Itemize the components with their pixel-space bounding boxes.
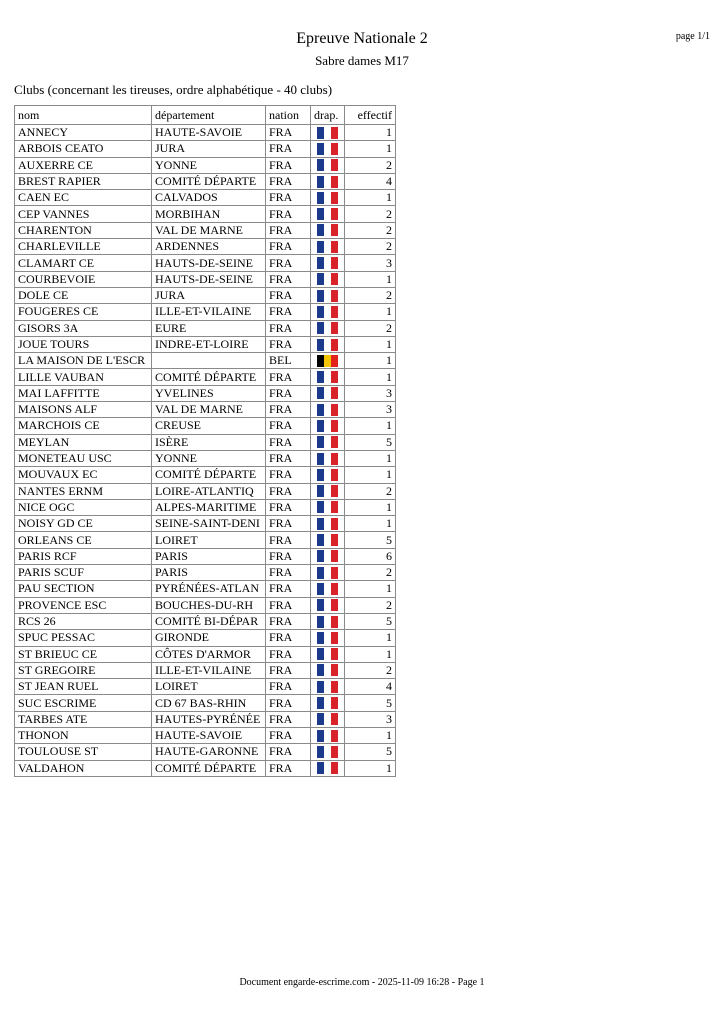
club-name-cell: LILLE VAUBAN: [15, 369, 152, 385]
effectif-cell: 2: [345, 662, 396, 678]
nation-cell: FRA: [266, 532, 311, 548]
club-name-cell: CAEN EC: [15, 190, 152, 206]
nation-cell: FRA: [266, 434, 311, 450]
table-row: [15, 646, 396, 662]
nation-cell: FRA: [266, 548, 311, 564]
nation-cell: FRA: [266, 402, 311, 418]
effectif-cell: 1: [345, 760, 396, 776]
table-row: [15, 369, 396, 385]
club-name-cell: VALDAHON: [15, 760, 152, 776]
flag-cell: [311, 532, 345, 548]
effectif-cell: 1: [345, 418, 396, 434]
department-cell: YONNE: [152, 157, 266, 173]
flag-cell: [311, 190, 345, 206]
table-row: [15, 662, 396, 678]
department-cell: PARIS: [152, 548, 266, 564]
document-subtitle: Sabre dames M17: [315, 53, 409, 68]
club-name-cell: DOLE CE: [15, 287, 152, 303]
nation-cell: FRA: [266, 304, 311, 320]
flag-icon: [317, 518, 338, 530]
flag-cell: [311, 548, 345, 564]
department-cell: HAUTS-DE-SEINE: [152, 255, 266, 271]
table-row: [15, 532, 396, 548]
flag-icon: [317, 485, 338, 497]
column-header-nom: nom: [15, 106, 152, 125]
effectif-cell: 1: [345, 516, 396, 532]
flag-icon: [317, 453, 338, 465]
flag-cell: [311, 483, 345, 499]
club-name-cell: CEP VANNES: [15, 206, 152, 222]
club-name-cell: ORLEANS CE: [15, 532, 152, 548]
table-row: [15, 434, 396, 450]
club-name-cell: RCS 26: [15, 613, 152, 629]
flag-cell: [311, 630, 345, 646]
table-row: [15, 516, 396, 532]
flag-icon: [317, 159, 338, 171]
club-name-cell: GISORS 3A: [15, 320, 152, 336]
table-caption: Clubs (concernant les tireuses, ordre alphabétique - 40 clubs): [14, 82, 333, 97]
flag-cell: [311, 695, 345, 711]
flag-cell: [311, 239, 345, 255]
club-name-cell: COURBEVOIE: [15, 271, 152, 287]
effectif-cell: 1: [345, 369, 396, 385]
club-name-cell: TOULOUSE ST: [15, 744, 152, 760]
effectif-cell: 2: [345, 239, 396, 255]
flag-icon: [317, 420, 338, 432]
nation-cell: FRA: [266, 565, 311, 581]
effectif-cell: 4: [345, 173, 396, 189]
table-row: [15, 711, 396, 727]
club-name-cell: MONETEAU USC: [15, 450, 152, 466]
table-row: [15, 499, 396, 515]
effectif-cell: 5: [345, 695, 396, 711]
nation-cell: FRA: [266, 483, 311, 499]
club-name-cell: MAISONS ALF: [15, 402, 152, 418]
flag-cell: [311, 450, 345, 466]
nation-cell: FRA: [266, 320, 311, 336]
flag-cell: [311, 418, 345, 434]
flag-icon: [317, 762, 338, 774]
department-cell: JURA: [152, 141, 266, 157]
table-row: [15, 760, 396, 776]
club-name-cell: NOISY GD CE: [15, 516, 152, 532]
club-name-cell: SUC ESCRIME: [15, 695, 152, 711]
nation-cell: FRA: [266, 711, 311, 727]
department-cell: CÔTES D'ARMOR: [152, 646, 266, 662]
effectif-cell: 2: [345, 483, 396, 499]
effectif-cell: 5: [345, 613, 396, 629]
flag-cell: [311, 353, 345, 369]
club-name-cell: LA MAISON DE L'ESCR: [15, 353, 152, 369]
flag-cell: [311, 271, 345, 287]
effectif-cell: 4: [345, 679, 396, 695]
document-title: Epreuve Nationale 2: [296, 30, 428, 47]
nation-cell: FRA: [266, 141, 311, 157]
department-cell: YVELINES: [152, 385, 266, 401]
effectif-cell: 1: [345, 499, 396, 515]
club-name-cell: TARBES ATE: [15, 711, 152, 727]
nation-cell: FRA: [266, 679, 311, 695]
table-row: [15, 336, 396, 352]
flag-icon: [317, 306, 338, 318]
club-name-cell: ANNECY: [15, 125, 152, 141]
table-row: [15, 287, 396, 303]
table-row: [15, 548, 396, 564]
flag-icon: [317, 697, 338, 709]
club-name-cell: THONON: [15, 727, 152, 743]
flag-cell: [311, 467, 345, 483]
department-cell: ILLE-ET-VILAINE: [152, 662, 266, 678]
flag-cell: [311, 287, 345, 303]
table-row: [15, 206, 396, 222]
department-cell: JURA: [152, 287, 266, 303]
department-cell: LOIRET: [152, 532, 266, 548]
department-cell: COMITÉ DÉPARTE: [152, 369, 266, 385]
flag-icon: [317, 681, 338, 693]
department-cell: YONNE: [152, 450, 266, 466]
club-name-cell: ARBOIS CEATO: [15, 141, 152, 157]
effectif-cell: 1: [345, 141, 396, 157]
club-name-cell: PAU SECTION: [15, 581, 152, 597]
nation-cell: FRA: [266, 727, 311, 743]
table-row: [15, 255, 396, 271]
table-row: [15, 450, 396, 466]
flag-cell: [311, 565, 345, 581]
effectif-cell: 2: [345, 157, 396, 173]
department-cell: ARDENNES: [152, 239, 266, 255]
club-name-cell: ST GREGOIRE: [15, 662, 152, 678]
table-row: [15, 173, 396, 189]
effectif-cell: 3: [345, 711, 396, 727]
table-row: [15, 727, 396, 743]
department-cell: COMITÉ DÉPARTE: [152, 467, 266, 483]
club-name-cell: ST BRIEUC CE: [15, 646, 152, 662]
flag-cell: [311, 499, 345, 515]
effectif-cell: 5: [345, 434, 396, 450]
nation-cell: FRA: [266, 695, 311, 711]
effectif-cell: 1: [345, 304, 396, 320]
effectif-cell: 1: [345, 646, 396, 662]
nation-cell: FRA: [266, 613, 311, 629]
nation-cell: FRA: [266, 255, 311, 271]
table-row: [15, 157, 396, 173]
flag-icon: [317, 567, 338, 579]
table-row: [15, 190, 396, 206]
flag-cell: [311, 369, 345, 385]
nation-cell: FRA: [266, 239, 311, 255]
table-row: [15, 402, 396, 418]
effectif-cell: 6: [345, 548, 396, 564]
department-cell: VAL DE MARNE: [152, 222, 266, 238]
nation-cell: FRA: [266, 760, 311, 776]
table-row: [15, 581, 396, 597]
nation-cell: FRA: [266, 450, 311, 466]
flag-icon: [317, 664, 338, 676]
effectif-cell: 2: [345, 597, 396, 613]
nation-cell: FRA: [266, 173, 311, 189]
table-row: [15, 271, 396, 287]
club-name-cell: CHARLEVILLE: [15, 239, 152, 255]
department-cell: ALPES-MARITIME: [152, 499, 266, 515]
effectif-cell: 1: [345, 467, 396, 483]
effectif-cell: 3: [345, 385, 396, 401]
table-row: [15, 125, 396, 141]
department-cell: COMITÉ DÉPARTE: [152, 173, 266, 189]
effectif-cell: 2: [345, 565, 396, 581]
flag-cell: [311, 157, 345, 173]
flag-cell: [311, 125, 345, 141]
nation-cell: FRA: [266, 222, 311, 238]
flag-icon: [317, 648, 338, 660]
nation-cell: FRA: [266, 662, 311, 678]
column-header-departement: département: [152, 106, 266, 125]
department-cell: PARIS: [152, 565, 266, 581]
club-name-cell: FOUGERES CE: [15, 304, 152, 320]
flag-icon: [317, 127, 338, 139]
flag-icon: [317, 143, 338, 155]
effectif-cell: 1: [345, 727, 396, 743]
column-header-effectif: effectif: [345, 106, 396, 125]
department-cell: HAUTES-PYRÉNÉE: [152, 711, 266, 727]
department-cell: HAUTS-DE-SEINE: [152, 271, 266, 287]
department-cell: HAUTE-SAVOIE: [152, 125, 266, 141]
table-header-row: [15, 106, 396, 125]
effectif-cell: 1: [345, 630, 396, 646]
club-name-cell: SPUC PESSAC: [15, 630, 152, 646]
flag-cell: [311, 760, 345, 776]
table-row: [15, 141, 396, 157]
department-cell: ILLE-ET-VILAINE: [152, 304, 266, 320]
flag-cell: [311, 173, 345, 189]
table-row: [15, 483, 396, 499]
nation-cell: FRA: [266, 597, 311, 613]
effectif-cell: 3: [345, 255, 396, 271]
flag-icon: [317, 550, 338, 562]
effectif-cell: 2: [345, 320, 396, 336]
club-name-cell: NANTES ERNM: [15, 483, 152, 499]
page-number: page 1/1: [675, 31, 710, 42]
flag-icon: [317, 339, 338, 351]
nation-cell: FRA: [266, 646, 311, 662]
flag-icon: [317, 371, 338, 383]
flag-icon: [317, 241, 338, 253]
flag-icon: [317, 583, 338, 595]
flag-icon: [317, 257, 338, 269]
department-cell: MORBIHAN: [152, 206, 266, 222]
flag-cell: [311, 613, 345, 629]
flag-cell: [311, 711, 345, 727]
flag-icon: [317, 224, 338, 236]
flag-cell: [311, 679, 345, 695]
club-name-cell: PARIS RCF: [15, 548, 152, 564]
clubs-table: [14, 105, 396, 777]
effectif-cell: 1: [345, 353, 396, 369]
flag-cell: [311, 222, 345, 238]
flag-cell: [311, 320, 345, 336]
department-cell: HAUTE-GARONNE: [152, 744, 266, 760]
table-row: [15, 418, 396, 434]
department-cell: INDRE-ET-LOIRE: [152, 336, 266, 352]
club-name-cell: MARCHOIS CE: [15, 418, 152, 434]
nation-cell: FRA: [266, 157, 311, 173]
nation-cell: FRA: [266, 467, 311, 483]
effectif-cell: 3: [345, 402, 396, 418]
column-header-nation: nation: [266, 106, 311, 125]
table-row: [15, 613, 396, 629]
table-body: [15, 125, 396, 777]
nation-cell: FRA: [266, 516, 311, 532]
flag-icon: [317, 534, 338, 546]
effectif-cell: 5: [345, 744, 396, 760]
flag-icon: [317, 469, 338, 481]
club-name-cell: ST JEAN RUEL: [15, 679, 152, 695]
club-name-cell: MAI LAFFITTE: [15, 385, 152, 401]
flag-cell: [311, 255, 345, 271]
effectif-cell: 1: [345, 190, 396, 206]
club-name-cell: CLAMART CE: [15, 255, 152, 271]
department-cell: COMITÉ BI-DÉPAR: [152, 613, 266, 629]
nation-cell: FRA: [266, 271, 311, 287]
flag-cell: [311, 581, 345, 597]
effectif-cell: 1: [345, 271, 396, 287]
flag-icon: [317, 599, 338, 611]
nation-cell: FRA: [266, 336, 311, 352]
flag-icon: [317, 713, 338, 725]
department-cell: EURE: [152, 320, 266, 336]
department-cell: HAUTE-SAVOIE: [152, 727, 266, 743]
flag-cell: [311, 336, 345, 352]
flag-cell: [311, 597, 345, 613]
nation-cell: FRA: [266, 581, 311, 597]
department-cell: GIRONDE: [152, 630, 266, 646]
flag-icon: [317, 616, 338, 628]
club-name-cell: JOUE TOURS: [15, 336, 152, 352]
flag-icon: [317, 176, 338, 188]
flag-icon: [317, 632, 338, 644]
club-name-cell: AUXERRE CE: [15, 157, 152, 173]
nation-cell: FRA: [266, 744, 311, 760]
flag-icon: [317, 730, 338, 742]
table-row: [15, 744, 396, 760]
flag-icon: [317, 273, 338, 285]
flag-cell: [311, 141, 345, 157]
flag-icon: [317, 501, 338, 513]
effectif-cell: 2: [345, 287, 396, 303]
flag-cell: [311, 385, 345, 401]
club-name-cell: MOUVAUX EC: [15, 467, 152, 483]
nation-cell: FRA: [266, 125, 311, 141]
table-row: [15, 695, 396, 711]
nation-cell: FRA: [266, 190, 311, 206]
table-row: [15, 565, 396, 581]
flag-icon: [317, 436, 338, 448]
effectif-cell: 2: [345, 206, 396, 222]
flag-icon: [317, 192, 338, 204]
flag-cell: [311, 206, 345, 222]
department-cell: ISÈRE: [152, 434, 266, 450]
table-row: [15, 385, 396, 401]
table-row: [15, 239, 396, 255]
nation-cell: FRA: [266, 499, 311, 515]
flag-icon: [317, 404, 338, 416]
flag-cell: [311, 744, 345, 760]
department-cell: LOIRET: [152, 679, 266, 695]
table-row: [15, 467, 396, 483]
table-row: [15, 630, 396, 646]
club-name-cell: CHARENTON: [15, 222, 152, 238]
table-row: [15, 353, 396, 369]
department-cell: PYRÉNÉES-ATLAN: [152, 581, 266, 597]
table-row: [15, 679, 396, 695]
effectif-cell: 1: [345, 450, 396, 466]
flag-cell: [311, 662, 345, 678]
club-name-cell: MEYLAN: [15, 434, 152, 450]
department-cell: CALVADOS: [152, 190, 266, 206]
flag-icon: [317, 290, 338, 302]
nation-cell: FRA: [266, 385, 311, 401]
department-cell: CREUSE: [152, 418, 266, 434]
nation-cell: FRA: [266, 630, 311, 646]
table-row: [15, 304, 396, 320]
flag-icon: [317, 387, 338, 399]
club-name-cell: PARIS SCUF: [15, 565, 152, 581]
flag-cell: [311, 516, 345, 532]
effectif-cell: 5: [345, 532, 396, 548]
flag-cell: [311, 727, 345, 743]
flag-icon: [317, 355, 338, 367]
nation-cell: FRA: [266, 206, 311, 222]
effectif-cell: 1: [345, 125, 396, 141]
flag-cell: [311, 646, 345, 662]
club-name-cell: NICE OGC: [15, 499, 152, 515]
table-row: [15, 320, 396, 336]
nation-cell: FRA: [266, 287, 311, 303]
department-cell: LOIRE-ATLANTIQ: [152, 483, 266, 499]
flag-cell: [311, 304, 345, 320]
department-cell: COMITÉ DÉPARTE: [152, 760, 266, 776]
flag-cell: [311, 402, 345, 418]
document-footer: Document engarde-escrime.com - 2025-11-09 16:28 - Page 1: [239, 977, 485, 988]
flag-icon: [317, 746, 338, 758]
effectif-cell: 2: [345, 222, 396, 238]
flag-icon: [317, 208, 338, 220]
department-cell: VAL DE MARNE: [152, 402, 266, 418]
column-header-drapeau: drap.: [311, 106, 345, 125]
table-row: [15, 222, 396, 238]
flag-icon: [317, 322, 338, 334]
department-cell: CD 67 BAS-RHIN: [152, 695, 266, 711]
nation-cell: FRA: [266, 369, 311, 385]
flag-cell: [311, 434, 345, 450]
nation-cell: FRA: [266, 418, 311, 434]
effectif-cell: 1: [345, 581, 396, 597]
table-row: [15, 597, 396, 613]
nation-cell: BEL: [266, 353, 311, 369]
effectif-cell: 1: [345, 336, 396, 352]
department-cell: [152, 353, 266, 369]
department-cell: BOUCHES-DU-RH: [152, 597, 266, 613]
club-name-cell: BREST RAPIER: [15, 173, 152, 189]
club-name-cell: PROVENCE ESC: [15, 597, 152, 613]
department-cell: SEINE-SAINT-DENI: [152, 516, 266, 532]
